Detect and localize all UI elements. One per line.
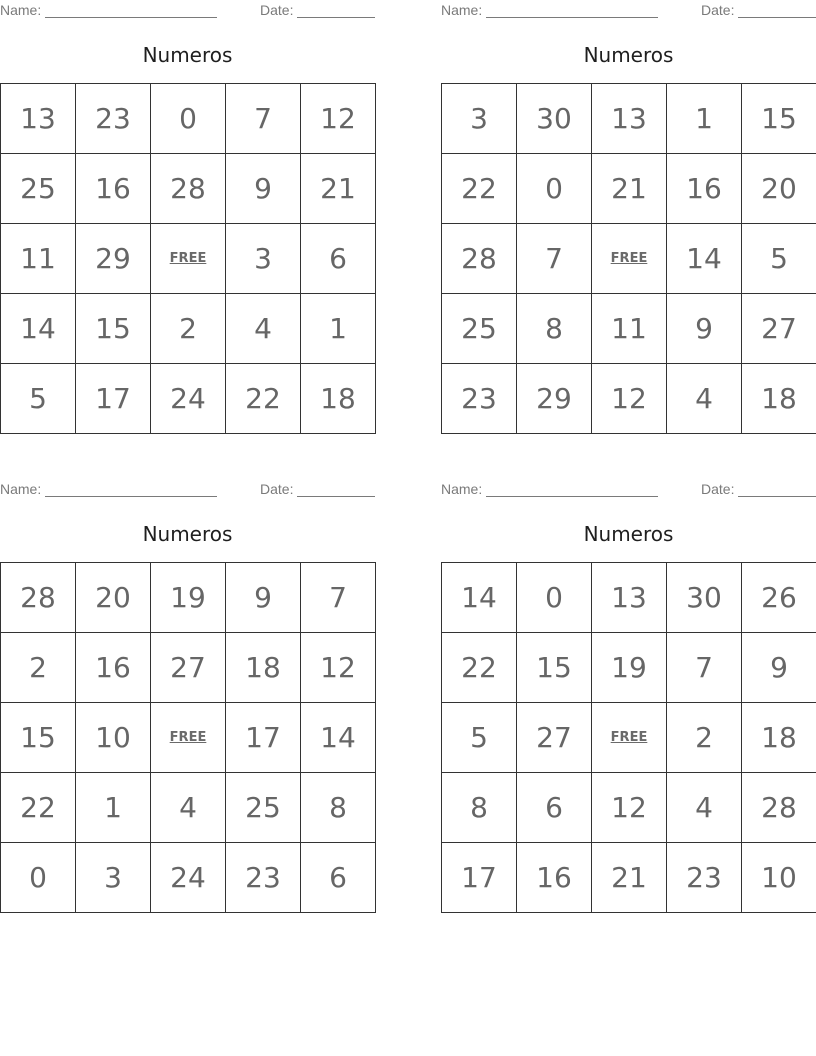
number-cell: 12 <box>301 633 376 703</box>
number-cell: 16 <box>76 633 151 703</box>
number-cell: 18 <box>742 364 816 434</box>
number-cell: 13 <box>592 84 667 154</box>
number-cell: 23 <box>226 843 301 913</box>
date-blank-line <box>297 17 375 18</box>
number-cell: 5 <box>742 224 816 294</box>
name-label: Name: <box>0 2 42 18</box>
bingo-grid <box>441 83 816 434</box>
number-cell: 12 <box>592 773 667 843</box>
grid-row <box>1 224 376 294</box>
number-cell: 0 <box>1 843 76 913</box>
date-label: Date: <box>260 2 294 18</box>
number-cell: 8 <box>301 773 376 843</box>
grid-row <box>442 224 816 294</box>
grid-row <box>442 294 816 364</box>
date-label: Date: <box>701 2 735 18</box>
card-header <box>441 481 816 499</box>
number-cell: 21 <box>592 154 667 224</box>
bingo-card <box>441 0 816 436</box>
number-cell: 3 <box>226 224 301 294</box>
date-blank-line <box>738 17 816 18</box>
number-cell: 24 <box>151 843 226 913</box>
number-cell: 9 <box>667 294 742 364</box>
number-cell: 22 <box>442 154 517 224</box>
number-cell: 0 <box>151 84 226 154</box>
number-cell: 11 <box>592 294 667 364</box>
number-cell: 1 <box>667 84 742 154</box>
number-cell: 13 <box>592 563 667 633</box>
number-cell: 13 <box>1 84 76 154</box>
grid-row <box>442 364 816 434</box>
number-cell: 9 <box>742 633 816 703</box>
grid-row <box>1 84 376 154</box>
bingo-grid <box>441 562 816 913</box>
number-cell: 23 <box>76 84 151 154</box>
number-cell: 14 <box>442 563 517 633</box>
date-blank-line <box>738 496 816 497</box>
number-cell: 15 <box>76 294 151 364</box>
grid-row <box>442 703 816 773</box>
number-cell: 28 <box>742 773 816 843</box>
number-cell: 27 <box>742 294 816 364</box>
number-cell: 25 <box>226 773 301 843</box>
number-cell: 0 <box>517 154 592 224</box>
number-cell: 0 <box>517 563 592 633</box>
number-cell: 5 <box>1 364 76 434</box>
date-label: Date: <box>701 481 735 497</box>
number-cell: 6 <box>517 773 592 843</box>
bingo-card <box>0 0 375 436</box>
number-cell: 20 <box>742 154 816 224</box>
name-label: Name: <box>0 481 42 497</box>
number-cell: 18 <box>742 703 816 773</box>
grid-row <box>1 773 376 843</box>
number-cell: 18 <box>301 364 376 434</box>
bingo-card <box>441 479 816 915</box>
number-cell: 21 <box>301 154 376 224</box>
grid-row <box>1 364 376 434</box>
number-cell: 7 <box>301 563 376 633</box>
number-cell: 7 <box>517 224 592 294</box>
number-cell: 17 <box>442 843 517 913</box>
number-cell: 16 <box>667 154 742 224</box>
bingo-card <box>0 479 375 915</box>
number-cell: 14 <box>301 703 376 773</box>
card-title: Numeros <box>142 522 233 546</box>
number-cell: 29 <box>76 224 151 294</box>
number-cell: 22 <box>442 633 517 703</box>
number-cell: 26 <box>742 563 816 633</box>
number-cell: 29 <box>517 364 592 434</box>
number-cell: 18 <box>226 633 301 703</box>
grid-row <box>1 843 376 913</box>
number-cell: 28 <box>1 563 76 633</box>
grid-row <box>1 633 376 703</box>
date-label: Date: <box>260 481 294 497</box>
grid-row <box>1 154 376 224</box>
name-label: Name: <box>441 481 483 497</box>
grid-row <box>442 633 816 703</box>
bingo-grid <box>0 562 376 913</box>
grid-row <box>442 154 816 224</box>
name-blank-line <box>486 17 658 18</box>
name-blank-line <box>45 17 217 18</box>
number-cell: 28 <box>151 154 226 224</box>
free-space-cell: FREE <box>151 224 226 294</box>
grid-row <box>442 563 816 633</box>
number-cell: 8 <box>442 773 517 843</box>
card-header <box>441 2 816 20</box>
number-cell: 16 <box>76 154 151 224</box>
number-cell: 5 <box>442 703 517 773</box>
number-cell: 28 <box>442 224 517 294</box>
number-cell: 21 <box>592 843 667 913</box>
number-cell: 3 <box>442 84 517 154</box>
grid-row <box>442 84 816 154</box>
name-blank-line <box>45 496 217 497</box>
number-cell: 27 <box>517 703 592 773</box>
number-cell: 22 <box>1 773 76 843</box>
number-cell: 8 <box>517 294 592 364</box>
number-cell: 23 <box>667 843 742 913</box>
number-cell: 1 <box>76 773 151 843</box>
number-cell: 22 <box>226 364 301 434</box>
number-cell: 25 <box>1 154 76 224</box>
number-cell: 4 <box>667 364 742 434</box>
number-cell: 19 <box>151 563 226 633</box>
number-cell: 20 <box>76 563 151 633</box>
grid-row <box>442 773 816 843</box>
grid-row <box>1 703 376 773</box>
number-cell: 10 <box>76 703 151 773</box>
number-cell: 24 <box>151 364 226 434</box>
card-header <box>0 481 375 499</box>
number-cell: 15 <box>742 84 816 154</box>
number-cell: 14 <box>667 224 742 294</box>
number-cell: 3 <box>76 843 151 913</box>
number-cell: 17 <box>76 364 151 434</box>
card-title: Numeros <box>142 43 233 67</box>
grid-row <box>442 843 816 913</box>
number-cell: 2 <box>1 633 76 703</box>
grid-row <box>1 563 376 633</box>
number-cell: 23 <box>442 364 517 434</box>
number-cell: 12 <box>592 364 667 434</box>
free-space-cell: FREE <box>151 703 226 773</box>
grid-row <box>1 294 376 364</box>
number-cell: 4 <box>151 773 226 843</box>
number-cell: 17 <box>226 703 301 773</box>
number-cell: 9 <box>226 563 301 633</box>
number-cell: 30 <box>517 84 592 154</box>
bingo-grid <box>0 83 376 434</box>
number-cell: 1 <box>301 294 376 364</box>
card-title: Numeros <box>583 43 674 67</box>
number-cell: 19 <box>592 633 667 703</box>
number-cell: 30 <box>667 563 742 633</box>
number-cell: 7 <box>226 84 301 154</box>
number-cell: 11 <box>1 224 76 294</box>
free-space-cell: FREE <box>592 224 667 294</box>
number-cell: 9 <box>226 154 301 224</box>
number-cell: 16 <box>517 843 592 913</box>
number-cell: 2 <box>667 703 742 773</box>
number-cell: 4 <box>667 773 742 843</box>
number-cell: 10 <box>742 843 816 913</box>
number-cell: 15 <box>517 633 592 703</box>
number-cell: 27 <box>151 633 226 703</box>
number-cell: 7 <box>667 633 742 703</box>
number-cell: 14 <box>1 294 76 364</box>
number-cell: 2 <box>151 294 226 364</box>
number-cell: 6 <box>301 843 376 913</box>
number-cell: 12 <box>301 84 376 154</box>
number-cell: 25 <box>442 294 517 364</box>
number-cell: 15 <box>1 703 76 773</box>
date-blank-line <box>297 496 375 497</box>
name-label: Name: <box>441 2 483 18</box>
name-blank-line <box>486 496 658 497</box>
number-cell: 6 <box>301 224 376 294</box>
number-cell: 4 <box>226 294 301 364</box>
free-space-cell: FREE <box>592 703 667 773</box>
card-header <box>0 2 375 20</box>
card-title: Numeros <box>583 522 674 546</box>
